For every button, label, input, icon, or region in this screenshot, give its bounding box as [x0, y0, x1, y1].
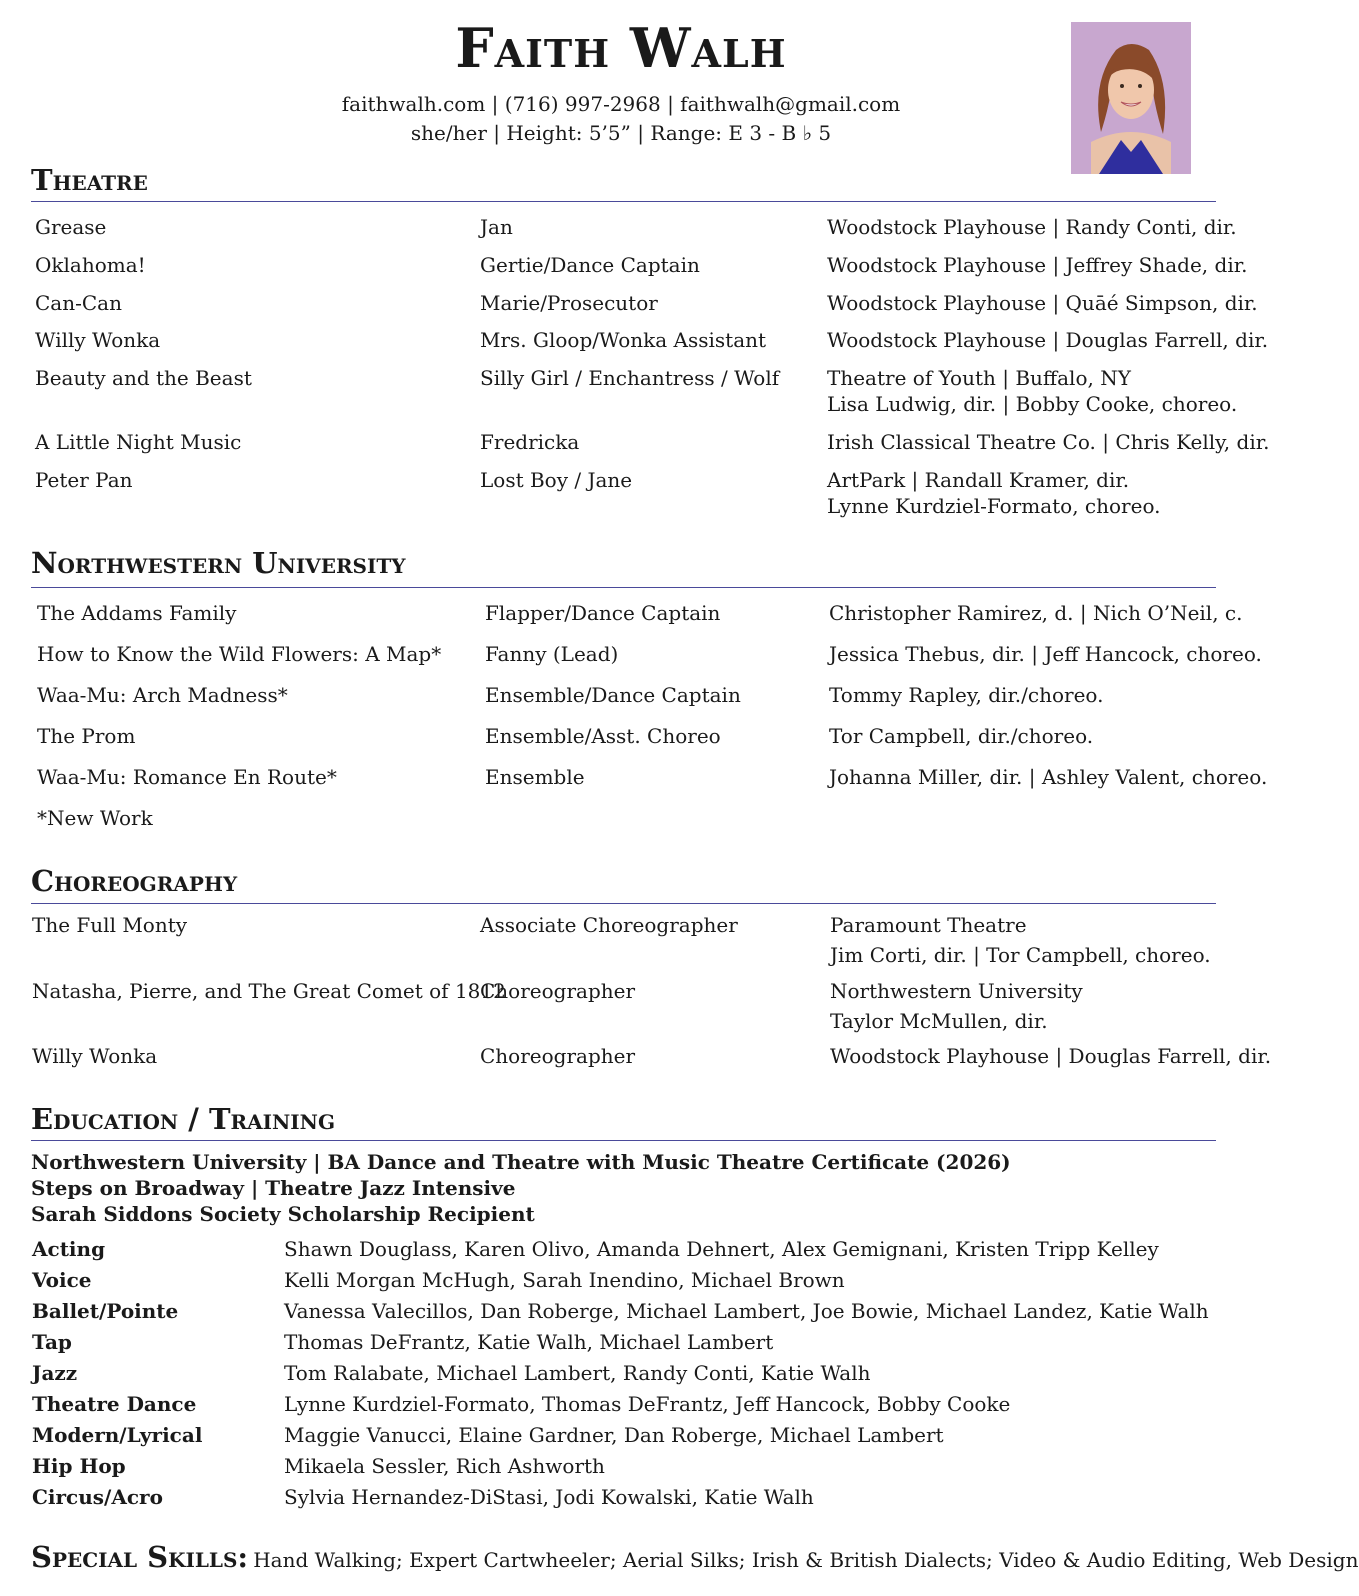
choreo-credit: Woodstock Playhouse | Douglas Farrell, dir. [830, 1044, 1272, 1068]
headshot-photo [1071, 22, 1191, 174]
nu-role: Ensemble/Asst. Choreo [485, 724, 721, 748]
nu-show: How to Know the Wild Flowers: A Map* [37, 642, 442, 666]
contact-line: faithwalh.com | (716) 997-2968 | faithwalh@gmail.com [341, 92, 901, 116]
training-teachers: Kelli Morgan McHugh, Sarah Inendino, Michael Brown [284, 1268, 845, 1292]
nu-show: The Prom [37, 724, 136, 748]
theatre-role: Fredricka [480, 430, 580, 454]
section-divider [31, 587, 1216, 588]
theatre-role: Lost Boy / Jane [480, 468, 633, 492]
section-title-theatre: Theatre [31, 163, 148, 197]
section-divider [31, 903, 1216, 904]
training-label: Theatre Dance [32, 1392, 197, 1416]
nu-show: Waa-Mu: Romance En Route* [37, 765, 337, 789]
nu-show: The Addams Family [37, 601, 237, 625]
nu-role: Ensemble/Dance Captain [485, 683, 741, 707]
theatre-show: Oklahoma! [35, 253, 146, 277]
training-label: Jazz [32, 1361, 78, 1385]
nu-role: Fanny (Lead) [485, 642, 619, 666]
theatre-role: Marie/Prosecutor [480, 291, 658, 315]
nu-role: Flapper/Dance Captain [485, 601, 721, 625]
choreo-show: Natasha, Pierre, and The Great Comet of 1812 [32, 979, 506, 1003]
choreo-show: The Full Monty [32, 913, 188, 937]
training-teachers: Tom Ralabate, Michael Lambert, Randy Conti, Katie Walh [284, 1361, 871, 1385]
education-line: Sarah Siddons Society Scholarship Recipient [31, 1202, 535, 1226]
nu-credit: Tor Campbell, dir./choreo. [829, 724, 1094, 748]
section-title-education: Education / Training [31, 1102, 336, 1136]
training-teachers: Lynne Kurdziel-Formato, Thomas DeFrantz, Jeff Hancock, Bobby Cooke [284, 1392, 1011, 1416]
theatre-credit: Woodstock Playhouse | Randy Conti, dir. [827, 215, 1237, 239]
training-teachers: Sylvia Hernandez-DiStasi, Jodi Kowalski, Katie Walh [284, 1485, 814, 1509]
special-skills-text: Hand Walking; Expert Cartwheeler; Aerial Silks; Irish & British Dialects; Video & Audio Editing, Web Design [253, 1548, 1359, 1572]
choreo-show: Willy Wonka [32, 1044, 158, 1068]
nu-role: Ensemble [485, 765, 585, 789]
section-title-choreography: Choreography [31, 864, 238, 898]
section-divider [31, 201, 1216, 202]
theatre-role: Mrs. Gloop/Wonka Assistant [480, 328, 767, 352]
theatre-credit: ArtPark | Randall Kramer, dir. [827, 468, 1130, 492]
training-label: Ballet/Pointe [32, 1299, 179, 1323]
theatre-show: A Little Night Music [35, 430, 242, 454]
theatre-credit: Theatre of Youth | Buffalo, NY [827, 366, 1131, 390]
training-label: Hip Hop [32, 1454, 126, 1478]
new-work-note: *New Work [37, 806, 153, 830]
theatre-role: Silly Girl / Enchantress / Wolf [480, 366, 780, 390]
section-title-northwestern: Northwestern University [31, 546, 406, 580]
training-label: Acting [32, 1237, 106, 1261]
nu-credit: Tommy Rapley, dir./choreo. [829, 683, 1104, 707]
nu-credit: Johanna Miller, dir. | Ashley Valent, choreo. [829, 765, 1268, 789]
training-label: Voice [32, 1268, 92, 1292]
theatre-credit-line2: Lynne Kurdziel-Formato, choreo. [827, 494, 1161, 518]
personal-info-line: she/her | Height: 5’5” | Range: E 3 - B ♭ 5 [410, 121, 832, 145]
choreo-role: Associate Choreographer [480, 913, 738, 937]
choreo-role: Choreographer [480, 1044, 636, 1068]
education-line: Northwestern University | BA Dance and Theatre with Music Theatre Certificate (2026) [31, 1150, 1011, 1174]
theatre-show: Can-Can [35, 291, 122, 315]
special-skills-label: Special Skills: [31, 1540, 249, 1574]
choreo-credit: Northwestern University [830, 979, 1083, 1003]
theatre-show: Beauty and the Beast [35, 366, 252, 390]
theatre-show: Grease [35, 215, 107, 239]
theatre-show: Peter Pan [35, 468, 133, 492]
theatre-credit: Woodstock Playhouse | Jeffrey Shade, dir. [827, 253, 1248, 277]
training-label: Modern/Lyrical [32, 1423, 203, 1447]
theatre-credit-line2: Lisa Ludwig, dir. | Bobby Cooke, choreo. [827, 392, 1238, 416]
education-line: Steps on Broadway | Theatre Jazz Intensive [31, 1176, 516, 1200]
special-skills [31, 1540, 1359, 1579]
choreo-credit: Paramount Theatre [830, 913, 1027, 937]
theatre-credit: Woodstock Playhouse | Quāé Simpson, dir. [827, 291, 1258, 315]
theatre-role: Jan [480, 215, 513, 239]
choreo-role: Choreographer [480, 979, 636, 1003]
theatre-credit: Irish Classical Theatre Co. | Chris Kelly, dir. [827, 430, 1270, 454]
performer-name: Faith Walh [455, 16, 787, 80]
theatre-credit: Woodstock Playhouse | Douglas Farrell, dir. [827, 328, 1269, 352]
training-label: Tap [32, 1330, 72, 1354]
training-teachers: Shawn Douglass, Karen Olivo, Amanda Dehnert, Alex Gemignani, Kristen Tripp Kelley [284, 1237, 1159, 1261]
nu-credit: Christopher Ramirez, d. | Nich O’Neil, c. [829, 601, 1243, 625]
training-teachers: Maggie Vanucci, Elaine Gardner, Dan Roberge, Michael Lambert [284, 1423, 944, 1447]
choreo-credit-line2: Jim Corti, dir. | Tor Campbell, choreo. [830, 943, 1211, 967]
training-teachers: Mikaela Sessler, Rich Ashworth [284, 1454, 605, 1478]
nu-credit: Jessica Thebus, dir. | Jeff Hancock, choreo. [829, 642, 1262, 666]
section-divider [31, 1140, 1216, 1141]
choreo-credit-line2: Taylor McMullen, dir. [830, 1009, 1048, 1033]
training-teachers: Thomas DeFrantz, Katie Walh, Michael Lambert [284, 1330, 774, 1354]
theatre-role: Gertie/Dance Captain [480, 253, 700, 277]
training-label: Circus/Acro [32, 1485, 163, 1509]
theatre-show: Willy Wonka [35, 328, 161, 352]
training-teachers: Vanessa Valecillos, Dan Roberge, Michael Lambert, Joe Bowie, Michael Landez, Katie Walh [284, 1299, 1209, 1323]
nu-show: Waa-Mu: Arch Madness* [37, 683, 288, 707]
